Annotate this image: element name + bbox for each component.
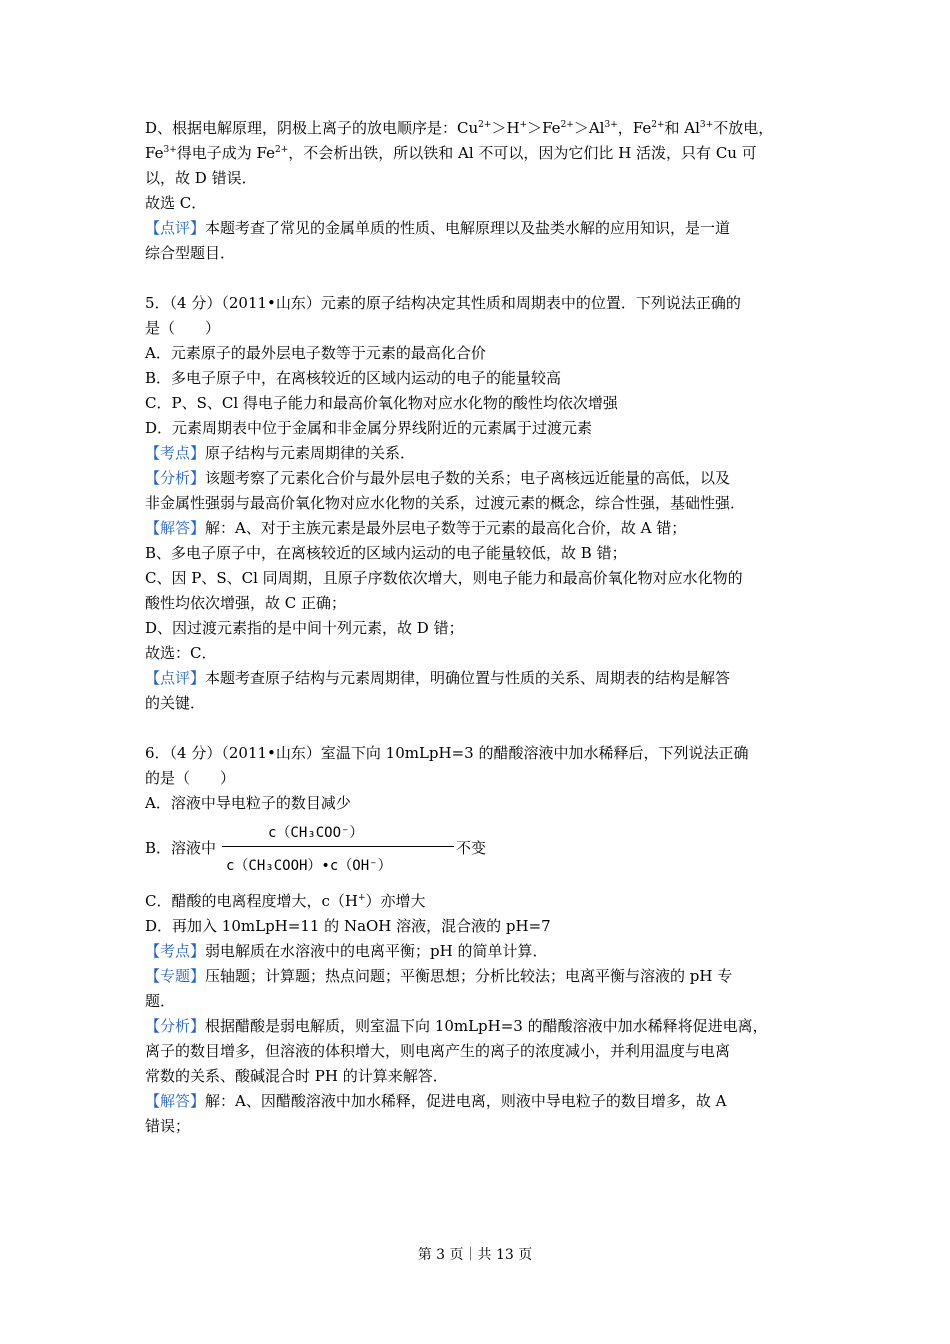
q5-comment-line1 xyxy=(145,668,730,688)
text: 本题考查原子结构与元素周期律，明确位置与性质的关系、周期表的结构是解答 xyxy=(205,669,731,687)
superscript: 2+ xyxy=(478,120,492,130)
q6-fenxi-line2: 离子的数目增多，但溶液的体积增大，则电离产生的离子的浓度减小，并利用温度与电离 xyxy=(145,1042,731,1060)
superscript: 2+ xyxy=(651,120,665,130)
superscript: 3+ xyxy=(604,120,618,130)
comment-tag: 【点评】 xyxy=(145,669,206,687)
q5-stem-line1: 5．（4 分）（2011•山东）元素的原子结构决定其性质和周期表中的位置．下列说法正确的 xyxy=(145,294,741,312)
q6-stem-line1: 6．（4 分）（2011•山东）室温下向 10mLpH=3 的醋酸溶液中加水稀释后，下列说法正确 xyxy=(145,744,749,762)
q4-comment-line2: 综合型题目． xyxy=(145,244,236,262)
q5-jieda-line2: B、多电子原子中，在离核较近的区域内运动的电子能量较低，故 B 错； xyxy=(145,544,627,562)
zhuanti-tag: 【专题】 xyxy=(145,967,206,985)
text: 原子结构与元素周期律的关系． xyxy=(205,444,416,462)
text: 解：A、因醋酸溶液中加水稀释，促进电离，则液中导电粒子的数目增多，故 A xyxy=(205,1092,727,1110)
text: 本题考查了常见的金属单质的性质、电解原理以及盐类水解的应用知识，是一道 xyxy=(205,219,731,237)
text: C．醋酸的电离程度增大，c（H xyxy=(145,892,358,910)
text: 解：A、对于主族元素是最外层电子数等于元素的最高化合价，故 A 错； xyxy=(205,519,687,537)
q5-option-b: B．多电子原子中，在离核较近的区域内运动的电子的能量较高 xyxy=(145,369,562,387)
text: D、根据电解原理，阴极上离子的放电顺序是：Cu xyxy=(145,119,479,137)
q6-kaodian xyxy=(145,941,547,961)
q4-choice: 故选 C． xyxy=(145,194,207,212)
q5-stem-line2: 是（ ） xyxy=(145,319,221,337)
comment-tag: 【点评】 xyxy=(145,219,206,237)
superscript: 2+ xyxy=(560,120,574,130)
fenxi-tag: 【分析】 xyxy=(145,1017,206,1035)
q6-zhuanti-line2: 题． xyxy=(145,992,176,1010)
text: Fe xyxy=(145,144,164,162)
text: 得电子成为 Fe xyxy=(176,144,275,162)
q5-option-c: C．P、S、Cl 得电子能力和最高价氧化物对应水化物的酸性均依次增强 xyxy=(145,394,618,412)
q5-option-a: A．元素原子的最外层电子数等于元素的最高化合价 xyxy=(145,344,486,362)
q5-jieda-line1 xyxy=(145,518,686,538)
q5-choice: 故选：C． xyxy=(145,644,217,662)
fraction-numerator: c（CH₃COO⁻） xyxy=(268,825,364,841)
q6-option-a: A．溶液中导电粒子的数目减少 xyxy=(145,794,351,812)
q5-fenxi-line2: 非金属性强弱与最高价氧化物对应水化物的关系，过渡元素的概念，综合性强，基础性强． xyxy=(145,494,746,512)
page-footer: 第 3 页｜共 13 页 xyxy=(417,1247,533,1263)
q6-jieda-line1 xyxy=(145,1091,726,1111)
text: ＞Al xyxy=(573,119,605,137)
text: 和 Al xyxy=(664,119,700,137)
text: 压轴题；计算题；热点问题；平衡思想；分析比较法；电离平衡与溶液的 pH 专 xyxy=(205,967,733,985)
superscript: 3+ xyxy=(699,120,714,130)
text: ＞H xyxy=(491,119,520,137)
q6-option-c xyxy=(145,891,426,911)
q6-zhuanti-line1 xyxy=(145,966,732,986)
jieda-tag: 【解答】 xyxy=(145,519,206,537)
q5-jieda-line5: D、因过渡元素指的是中间十列元素，故 D 错； xyxy=(145,619,464,637)
fraction-denominator: c（CH₃COOH）•c（OH⁻） xyxy=(226,858,392,874)
superscript: + xyxy=(357,893,366,903)
q6-option-d: D．再加入 10mLpH=11 的 NaOH 溶液，混合液的 pH=7 xyxy=(145,917,551,935)
kaodian-tag: 【考点】 xyxy=(145,444,206,462)
q4-comment-line1 xyxy=(145,218,730,238)
q4-d-line3: 以，故 D 错误． xyxy=(145,169,257,187)
text: ，Fe xyxy=(617,119,652,137)
superscript: 3+ xyxy=(163,145,177,155)
text: 根据醋酸是弱电解质，则室温下向 10mLpH=3 的醋酸溶液中加水稀释将促进电离， xyxy=(205,1017,768,1035)
q4-d-line1 xyxy=(145,118,773,138)
text: 弱电解质在水溶液中的电离平衡；pH 的简单计算． xyxy=(205,942,548,960)
q4-d-line2 xyxy=(145,143,757,163)
q6-jieda-line2: 错误； xyxy=(145,1117,191,1135)
superscript: 2+ xyxy=(274,145,289,155)
superscript: + xyxy=(519,120,528,130)
q5-comment-line2: 的关键． xyxy=(145,694,206,712)
q6-fenxi-line3: 常数的关系、酸碱混合时 PH 的计算来解答． xyxy=(145,1067,448,1085)
q5-jieda-line4: 酸性均依次增强，故 C 正确； xyxy=(145,594,347,612)
q6-option-b-suffix: 不变 xyxy=(456,839,487,857)
text: ＞Fe xyxy=(527,119,561,137)
text: ，不会析出铁，所以铁和 Al 不可以，因为它们比 H 活泼，只有 Cu 可 xyxy=(288,144,757,162)
kaodian-tag: 【考点】 xyxy=(145,942,206,960)
fraction-bar xyxy=(222,846,454,847)
q5-fenxi-line1 xyxy=(145,468,730,488)
q6-fenxi-line1 xyxy=(145,1016,768,1036)
text: 该题考察了元素化合价与最外层电子数的关系；电子离核远近能量的高低，以及 xyxy=(205,469,731,487)
q5-option-d: D．元素周期表中位于金属和非金属分界线附近的元素属于过渡元素 xyxy=(145,419,593,437)
q5-kaodian xyxy=(145,443,415,463)
text: 不放电， xyxy=(713,119,774,137)
q6-stem-line2: 的是（ ） xyxy=(145,769,236,787)
q5-jieda-line3: C、因 P、S、Cl 同周期，且原子序数依次增大，则电子能力和最高价氧化物对应水化物的 xyxy=(145,569,743,587)
q6-option-b-prefix: B．溶液中 xyxy=(145,839,217,857)
fenxi-tag: 【分析】 xyxy=(145,469,206,487)
jieda-tag: 【解答】 xyxy=(145,1092,206,1110)
text: ）亦增大 xyxy=(365,892,426,910)
